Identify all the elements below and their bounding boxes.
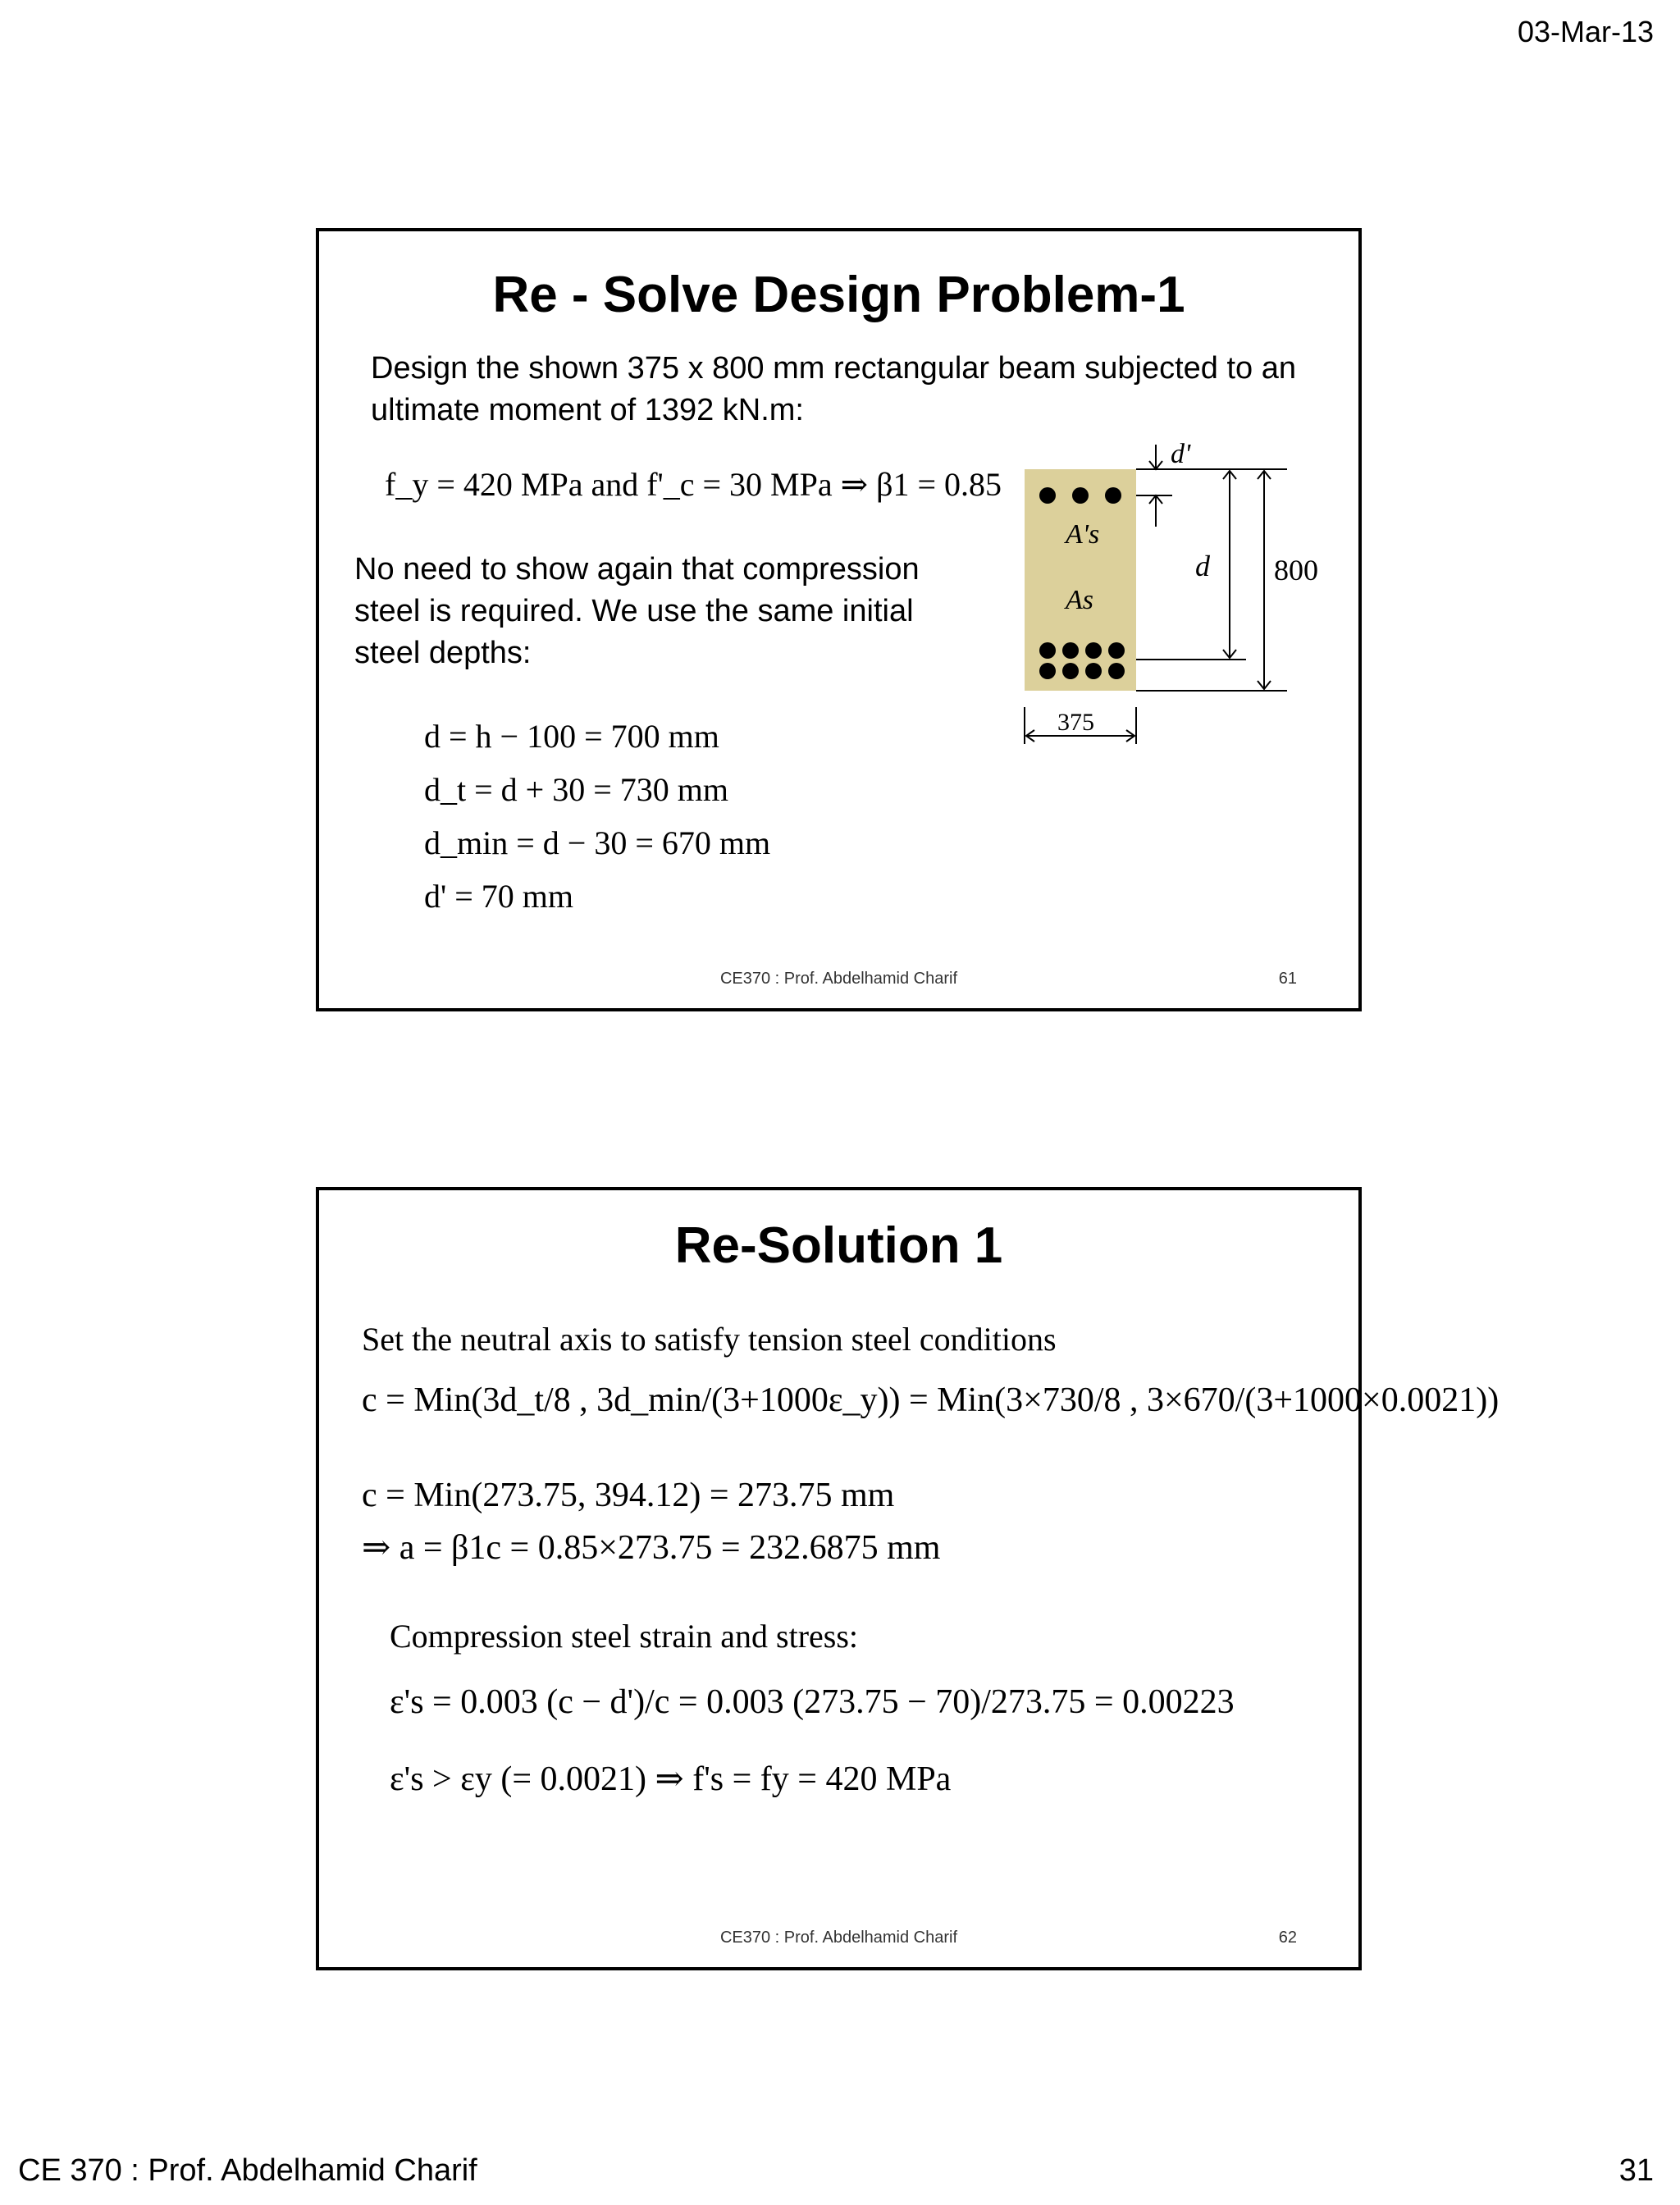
label-375: 375 — [1057, 709, 1094, 736]
eq-dt: d_t = d + 30 = 730 mm — [424, 771, 729, 808]
given-values-math: f_y = 420 MPa and f'_c = 30 MPa ⇒ β1 = 0.85 — [385, 466, 1002, 503]
given-values — [385, 465, 1002, 504]
a-equation: ⇒ a = β1c = 0.85×273.75 = 232.6875 mm — [362, 1529, 941, 1567]
page-date: 03-Mar-13 — [1517, 15, 1654, 48]
label-as-prime: A's — [1066, 519, 1100, 550]
page-footer-author: CE 370 : Prof. Abdelhamid Charif — [18, 2153, 477, 2188]
top-bar — [1072, 487, 1089, 504]
label-d: d — [1195, 550, 1210, 582]
label-as: As — [1066, 585, 1093, 615]
compression-heading: Compression steel strain and stress: — [390, 1618, 859, 1655]
c-result-equation: c = Min(273.75, 394.12) = 273.75 mm — [362, 1477, 895, 1514]
note-text: No need to show again that compression steel is required. We use the same initial steel depths: — [354, 552, 920, 670]
eq-dmin: d_min = d − 30 = 670 mm — [424, 824, 771, 861]
beam-cross-section-figure — [1025, 439, 1320, 789]
label-dprime: d' — [1171, 439, 1191, 469]
slide-number: 61 — [1278, 970, 1297, 988]
label-800: 800 — [1274, 554, 1318, 587]
c-min-equation: c = Min(3d_t/8 , 3d_min/(3+1000ε_y)) = Min(3×730/8 , 3×670/(3+1000×0.0021)) — [362, 1381, 1500, 1419]
bottom-bar — [1039, 663, 1056, 679]
bottom-bar — [1085, 642, 1102, 659]
top-bar — [1039, 487, 1056, 504]
slide-number: 62 — [1278, 1929, 1297, 1947]
neutral-axis-text: Set the neutral axis to satisfy tension steel conditions — [362, 1321, 1057, 1358]
bottom-bar — [1062, 642, 1079, 659]
strain-equation: ε's = 0.003 (c − d')/c = 0.003 (273.75 − 70)/273.75 = 0.00223 — [390, 1683, 1235, 1721]
top-bar — [1105, 487, 1121, 504]
problem-statement: Design the shown 375 x 800 mm rectangular beam subjected to an ultimate moment of 1392 kN.m: — [371, 351, 1296, 427]
stress-equation: ε's > εy (= 0.0021) ⇒ f's = fy = 420 MPa — [390, 1760, 952, 1798]
slide-61 — [316, 228, 1362, 1011]
eq-d: d = h − 100 = 700 mm — [424, 718, 719, 755]
bottom-bar — [1108, 642, 1125, 659]
bottom-bar — [1039, 642, 1056, 659]
slide-footer: CE370 : Prof. Abdelhamid Charif — [719, 970, 958, 988]
bottom-bar — [1108, 663, 1125, 679]
bottom-bar — [1085, 663, 1102, 679]
page-number: 31 — [1618, 2153, 1654, 2188]
slide-title: Re - Solve Design Problem-1 — [492, 267, 1185, 323]
slide-62 — [316, 1187, 1500, 1970]
slide-footer: CE370 : Prof. Abdelhamid Charif — [719, 1929, 958, 1947]
eq-dprime: d' = 70 mm — [424, 878, 573, 915]
slide-title: Re-Solution 1 — [674, 1217, 1003, 1274]
bottom-bar — [1062, 663, 1079, 679]
